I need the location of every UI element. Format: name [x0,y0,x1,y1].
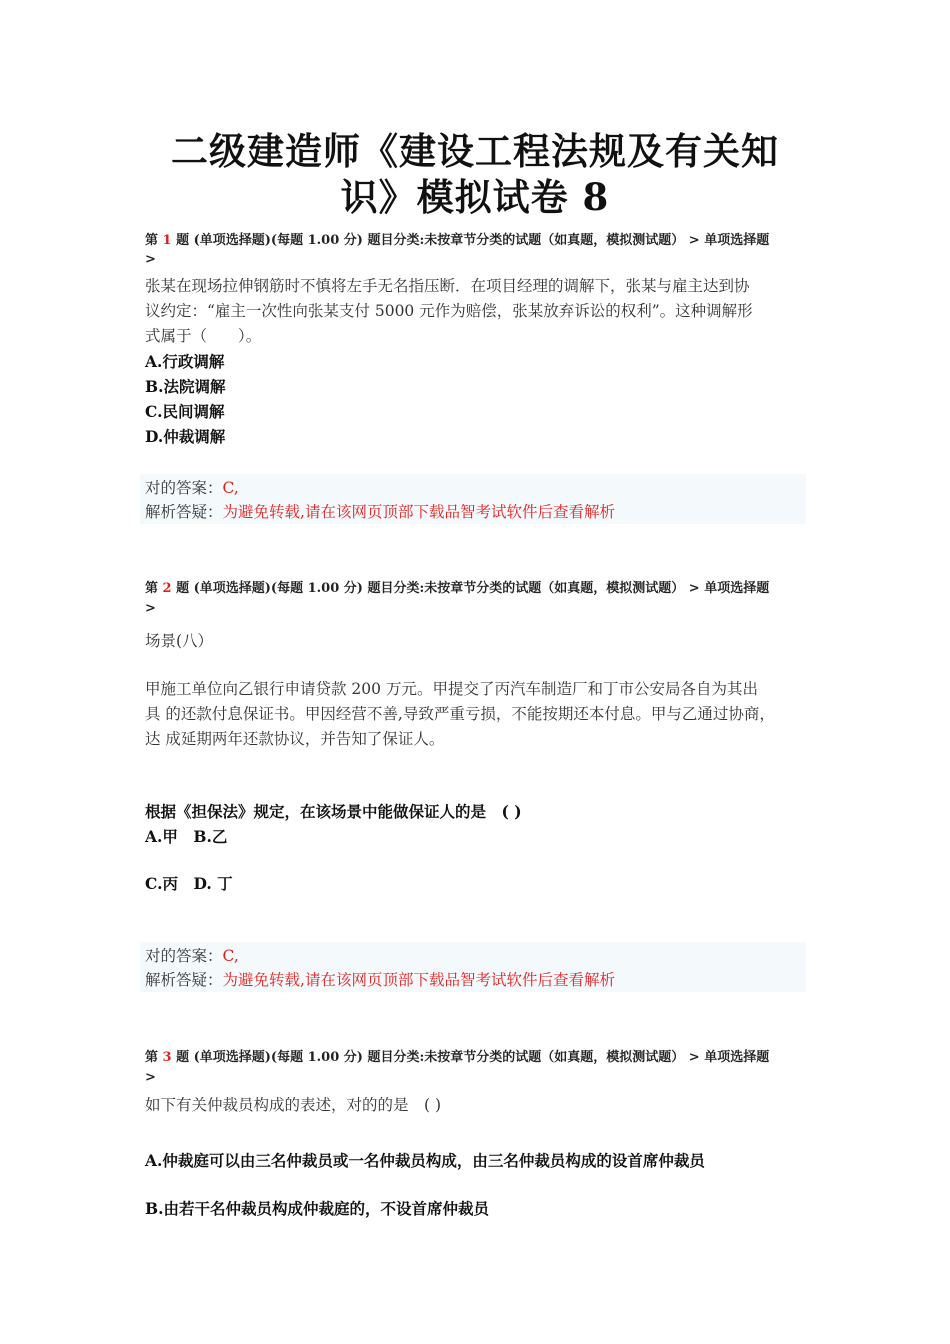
stem-line: 式属于（ ）。 [145,327,262,345]
question-2-header [145,577,769,596]
answer-line [145,476,239,498]
header-suffix: 题 (单项选择题)(每题 1.00 分) 题目分类:未按章节分类的试题（如真题，模拟测试题） > 单项选择题 [171,1050,770,1065]
stem-line: 张某在现场拉伸钢筋时不慎将左手无名指压断．在项目经理的调解下，张某与雇主达到协 [145,277,750,295]
question-number: 2 [162,581,172,596]
analysis-text: 为避免转载,请在该网页顶部下载品智考试软件后查看解析 [222,503,615,521]
header-prefix: 第 [145,1050,163,1065]
analysis-line [145,968,615,990]
question-3-header [145,1046,769,1065]
header-continuation-mark: > [145,601,156,616]
header-suffix: 题 (单项选择题)(每题 1.00 分) 题目分类:未按章节分类的试题（如真题，模拟测试题） > 单项选择题 [171,581,770,596]
header-continuation-mark: > [145,252,156,267]
question-1-stem [145,274,825,349]
analysis-label: 解析答疑： [145,971,223,989]
question-1-header [145,229,769,248]
analysis-line [145,500,615,522]
question-2-prompt: 根据《担保法》规定，在该场景中能做保证人的是 ( ) [145,802,522,821]
header-prefix: 第 [145,233,163,248]
option-b: B.由若干名仲裁员构成仲裁庭的，不设首席仲裁员 [145,1199,489,1218]
options-a-b: A.甲 B.乙 [145,827,228,846]
option-c: C.民间调解 [145,402,225,421]
analysis-label: 解析答疑： [145,503,223,521]
question-number: 3 [162,1050,172,1065]
scene-label: 场景(八） [145,632,214,650]
option-d: D.仲裁调解 [145,427,226,446]
answer-label: 对的答案： [145,947,223,965]
header-prefix: 第 [145,581,163,596]
stem-line: 达 成延期两年还款协议，并告知了保证人。 [145,730,445,748]
option-a: A.行政调解 [145,352,225,371]
answer-value: C, [222,947,239,965]
question-2-stem [145,677,825,752]
stem-line: 具 的还款付息保证书。甲因经营不善,导致严重亏损，不能按期还本付息。甲与乙通过协商， [145,705,775,723]
document-title-line-2: 识》模拟试卷 8 [340,175,610,219]
analysis-text: 为避免转载,请在该网页顶部下载品智考试软件后查看解析 [222,971,615,989]
options-c-d: C.丙 D. 丁 [145,874,233,893]
answer-line [145,944,239,966]
option-b: B.法院调解 [145,377,226,396]
stem-line: 甲施工单位向乙银行申请贷款 200 万元。甲提交了丙汽车制造厂和丁市公安局各自为其出 [145,680,758,698]
question-3-stem: 如下有关仲裁员构成的表述，对的的是 ( ) [145,1096,442,1114]
question-number: 1 [162,233,172,248]
answer-label: 对的答案： [145,479,223,497]
header-suffix: 题 (单项选择题)(每题 1.00 分) 题目分类:未按章节分类的试题（如真题，模拟测试题） > 单项选择题 [171,233,770,248]
stem-line: 议约定：“雇主一次性向张某支付 5000 元作为赔偿，张某放弃诉讼的权利”。这种调解形 [145,302,753,320]
document-title-line-1: 二级建造师《建设工程法规及有关知 [171,129,779,173]
option-a: A.仲裁庭可以由三名仲裁员或一名仲裁员构成，由三名仲裁员构成的设首席仲裁员 [145,1151,705,1170]
header-continuation-mark: > [145,1070,156,1085]
answer-value: C, [222,479,239,497]
